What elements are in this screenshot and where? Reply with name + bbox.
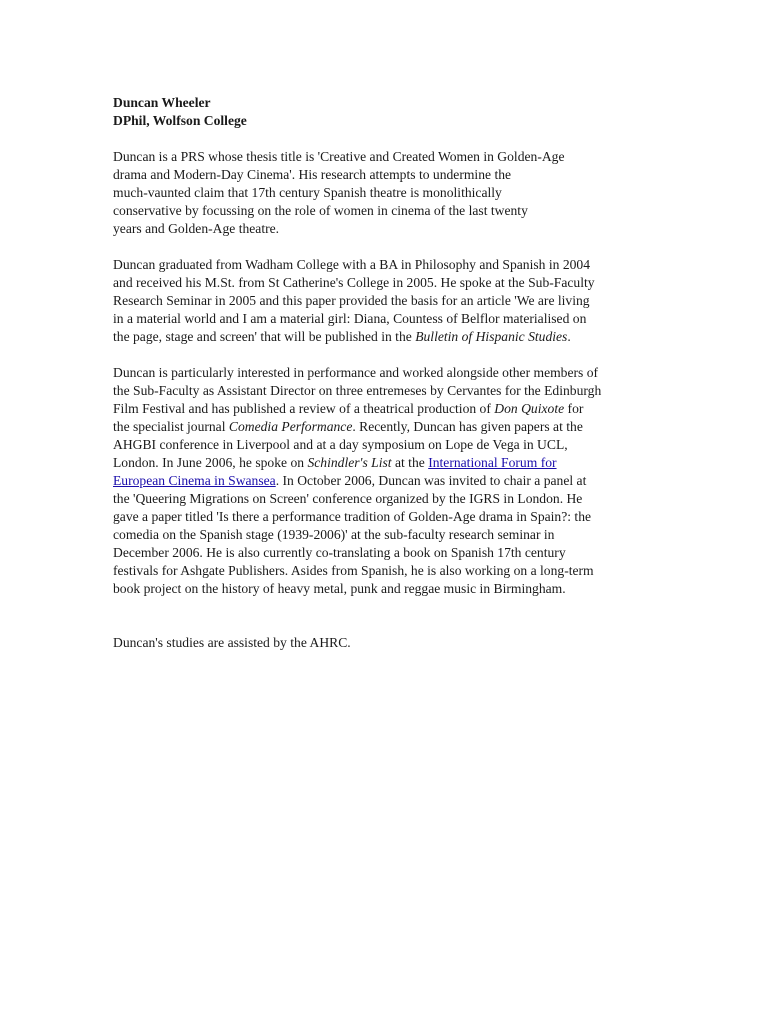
text-line <box>113 454 673 472</box>
text-line: Research Seminar in 2005 and this paper provided the basis for an article 'We are living <box>113 293 590 308</box>
text-line <box>113 328 673 346</box>
paragraph-performance <box>113 364 673 598</box>
text-segment: Film Festival and has published a review of a theatrical production of <box>113 401 495 416</box>
text-line: Duncan graduated from Wadham College with a BA in Philosophy and Spanish in 2004 <box>113 257 591 272</box>
text-segment: for <box>564 401 584 416</box>
text-line: much-vaunted claim that 17th century Spanish theatre is monolithically <box>113 185 502 200</box>
forum-link-continued[interactable]: European Cinema in Swansea <box>113 473 276 488</box>
text-segment: the specialist journal <box>113 419 229 434</box>
text-line: Duncan is particularly interested in performance and worked alongside other members of <box>113 365 599 380</box>
journal-title: Comedia Performance <box>228 419 353 434</box>
work-title: Don Quixote <box>494 401 565 416</box>
forum-link[interactable]: International Forum for <box>428 455 557 470</box>
text-line <box>113 472 673 490</box>
text-line: in a material world and I am a material girl: Diana, Countess of Belflor materialised on <box>113 311 587 326</box>
text-line: AHGBI conference in Liverpool and at a day symposium on Lope de Vega in UCL, <box>113 437 568 452</box>
text-segment: . <box>567 329 571 344</box>
text-segment: . In October 2006, Duncan was invited to chair a panel at <box>275 473 587 488</box>
text-line: gave a paper titled 'Is there a performance tradition of Golden-Age drama in Spain?: the <box>113 509 592 524</box>
text-segment: the page, stage and screen' that will be published in the <box>113 329 416 344</box>
paragraph-funding <box>113 634 673 652</box>
text-line <box>113 418 673 436</box>
text-line: drama and Modern-Day Cinema'. His research attempts to undermine the <box>113 167 512 182</box>
text-line: Duncan's studies are assisted by the AHRC. <box>113 635 351 650</box>
text-segment: at the <box>391 455 429 470</box>
text-line: book project on the history of heavy metal, punk and reggae music in Birmingham. <box>113 581 566 596</box>
text-line: festivals for Ashgate Publishers. Asides from Spanish, he is also working on a long-term <box>113 563 594 578</box>
author-name: Duncan Wheeler <box>113 95 211 110</box>
text-segment: . Recently, Duncan has given papers at the <box>352 419 583 434</box>
film-title: Schindler's List <box>307 455 392 470</box>
author-degree: DPhil, Wolfson College <box>113 113 247 128</box>
paragraph-thesis <box>113 148 673 238</box>
text-line: the 'Queering Migrations on Screen' conference organized by the IGRS in London. He <box>113 491 583 506</box>
text-line: the Sub-Faculty as Assistant Director on three entremeses by Cervantes for the Edinburgh <box>113 383 602 398</box>
text-line: comedia on the Spanish stage (1939-2006)' at the sub-faculty research seminar in <box>113 527 555 542</box>
text-segment: London. In June 2006, he spoke on <box>113 455 308 470</box>
text-line: Duncan is a PRS whose thesis title is 'Creative and Created Women in Golden-Age <box>113 149 565 164</box>
text-line: conservative by focussing on the role of women in cinema of the last twenty <box>113 203 528 218</box>
document-page <box>113 94 673 670</box>
blank-line <box>113 616 673 634</box>
text-line: and received his M.St. from St Catherine's College in 2005. He spoke at the Sub-Faculty <box>113 275 595 290</box>
paragraph-education <box>113 256 673 346</box>
journal-title: Bulletin of Hispanic Studies <box>415 329 568 344</box>
text-line: December 2006. He is also currently co-translating a book on Spanish 17th century <box>113 545 566 560</box>
text-line: years and Golden-Age theatre. <box>113 221 280 236</box>
text-line <box>113 400 673 418</box>
